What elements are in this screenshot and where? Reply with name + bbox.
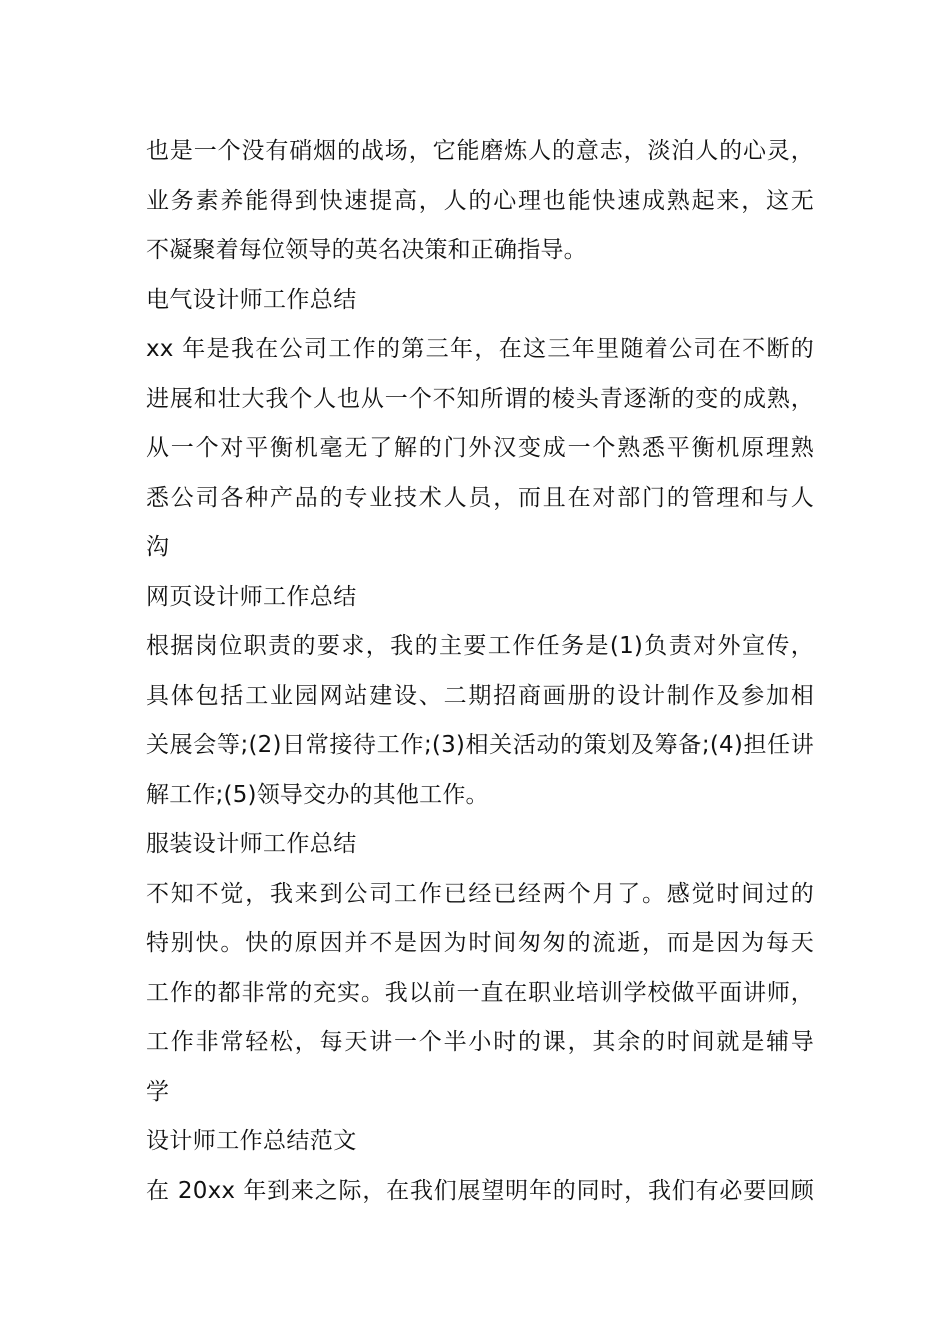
paragraph-line: xx 年是我在公司工作的第三年，在这三年里随着公司在不断的 — [146, 336, 814, 362]
paragraph-line: 进展和壮大我个人也从一个不知所谓的棱头青逐渐的变的成熟， — [146, 385, 814, 412]
paragraph-line: 业务素养能得到快速提高，人的心理也能快速成熟起来，这无 — [146, 187, 814, 214]
paragraph-line: 根据岗位职责的要求，我的主要工作任务是(1)负责对外宣传， — [146, 633, 814, 659]
section-heading: 网页设计师工作总结 — [146, 583, 357, 610]
paragraph-line: 关展会等;(2)日常接待工作;(3)相关活动的策划及筹备;(4)担任讲 — [146, 732, 814, 758]
paragraph-line: 解工作;(5)领导交办的其他工作。 — [146, 781, 489, 808]
document-page — [146, 127, 814, 1216]
paragraph-line: 工作非常轻松，每天讲一个半小时的课，其余的时间就是辅导 — [146, 1029, 814, 1055]
paragraph-line: 工作的都非常的充实。我以前一直在职业培训学校做平面讲师， — [146, 979, 814, 1006]
paragraph-line: 具体包括工业园网站建设、二期招商画册的设计制作及参加相 — [146, 682, 814, 709]
paragraph-line: 不知不觉，我来到公司工作已经已经两个月了。感觉时间过的 — [146, 880, 814, 907]
paragraph-line: 在 20xx 年到来之际，在我们展望明年的同时，我们有必要回顾 — [146, 1177, 814, 1204]
section-heading: 电气设计师工作总结 — [146, 286, 357, 313]
section-heading: 服装设计师工作总结 — [146, 831, 357, 857]
paragraph-line: 不凝聚着每位领导的英名决策和正确指导。 — [146, 237, 587, 263]
paragraph-line: 也是一个没有硝烟的战场，它能磨炼人的意志，淡泊人的心灵， — [146, 138, 814, 164]
paragraph-line: 悉公司各种产品的专业技术人员，而且在对部门的管理和与人 — [146, 484, 814, 511]
section-heading: 设计师工作总结范文 — [146, 1128, 357, 1154]
paragraph-line: 沟 — [146, 534, 170, 560]
paragraph-line: 学 — [146, 1078, 170, 1105]
paragraph-line: 从一个对平衡机毫无了解的门外汉变成一个熟悉平衡机原理熟 — [146, 435, 814, 461]
paragraph-line: 特别快。快的原因并不是因为时间匆匆的流逝，而是因为每天 — [146, 930, 814, 956]
